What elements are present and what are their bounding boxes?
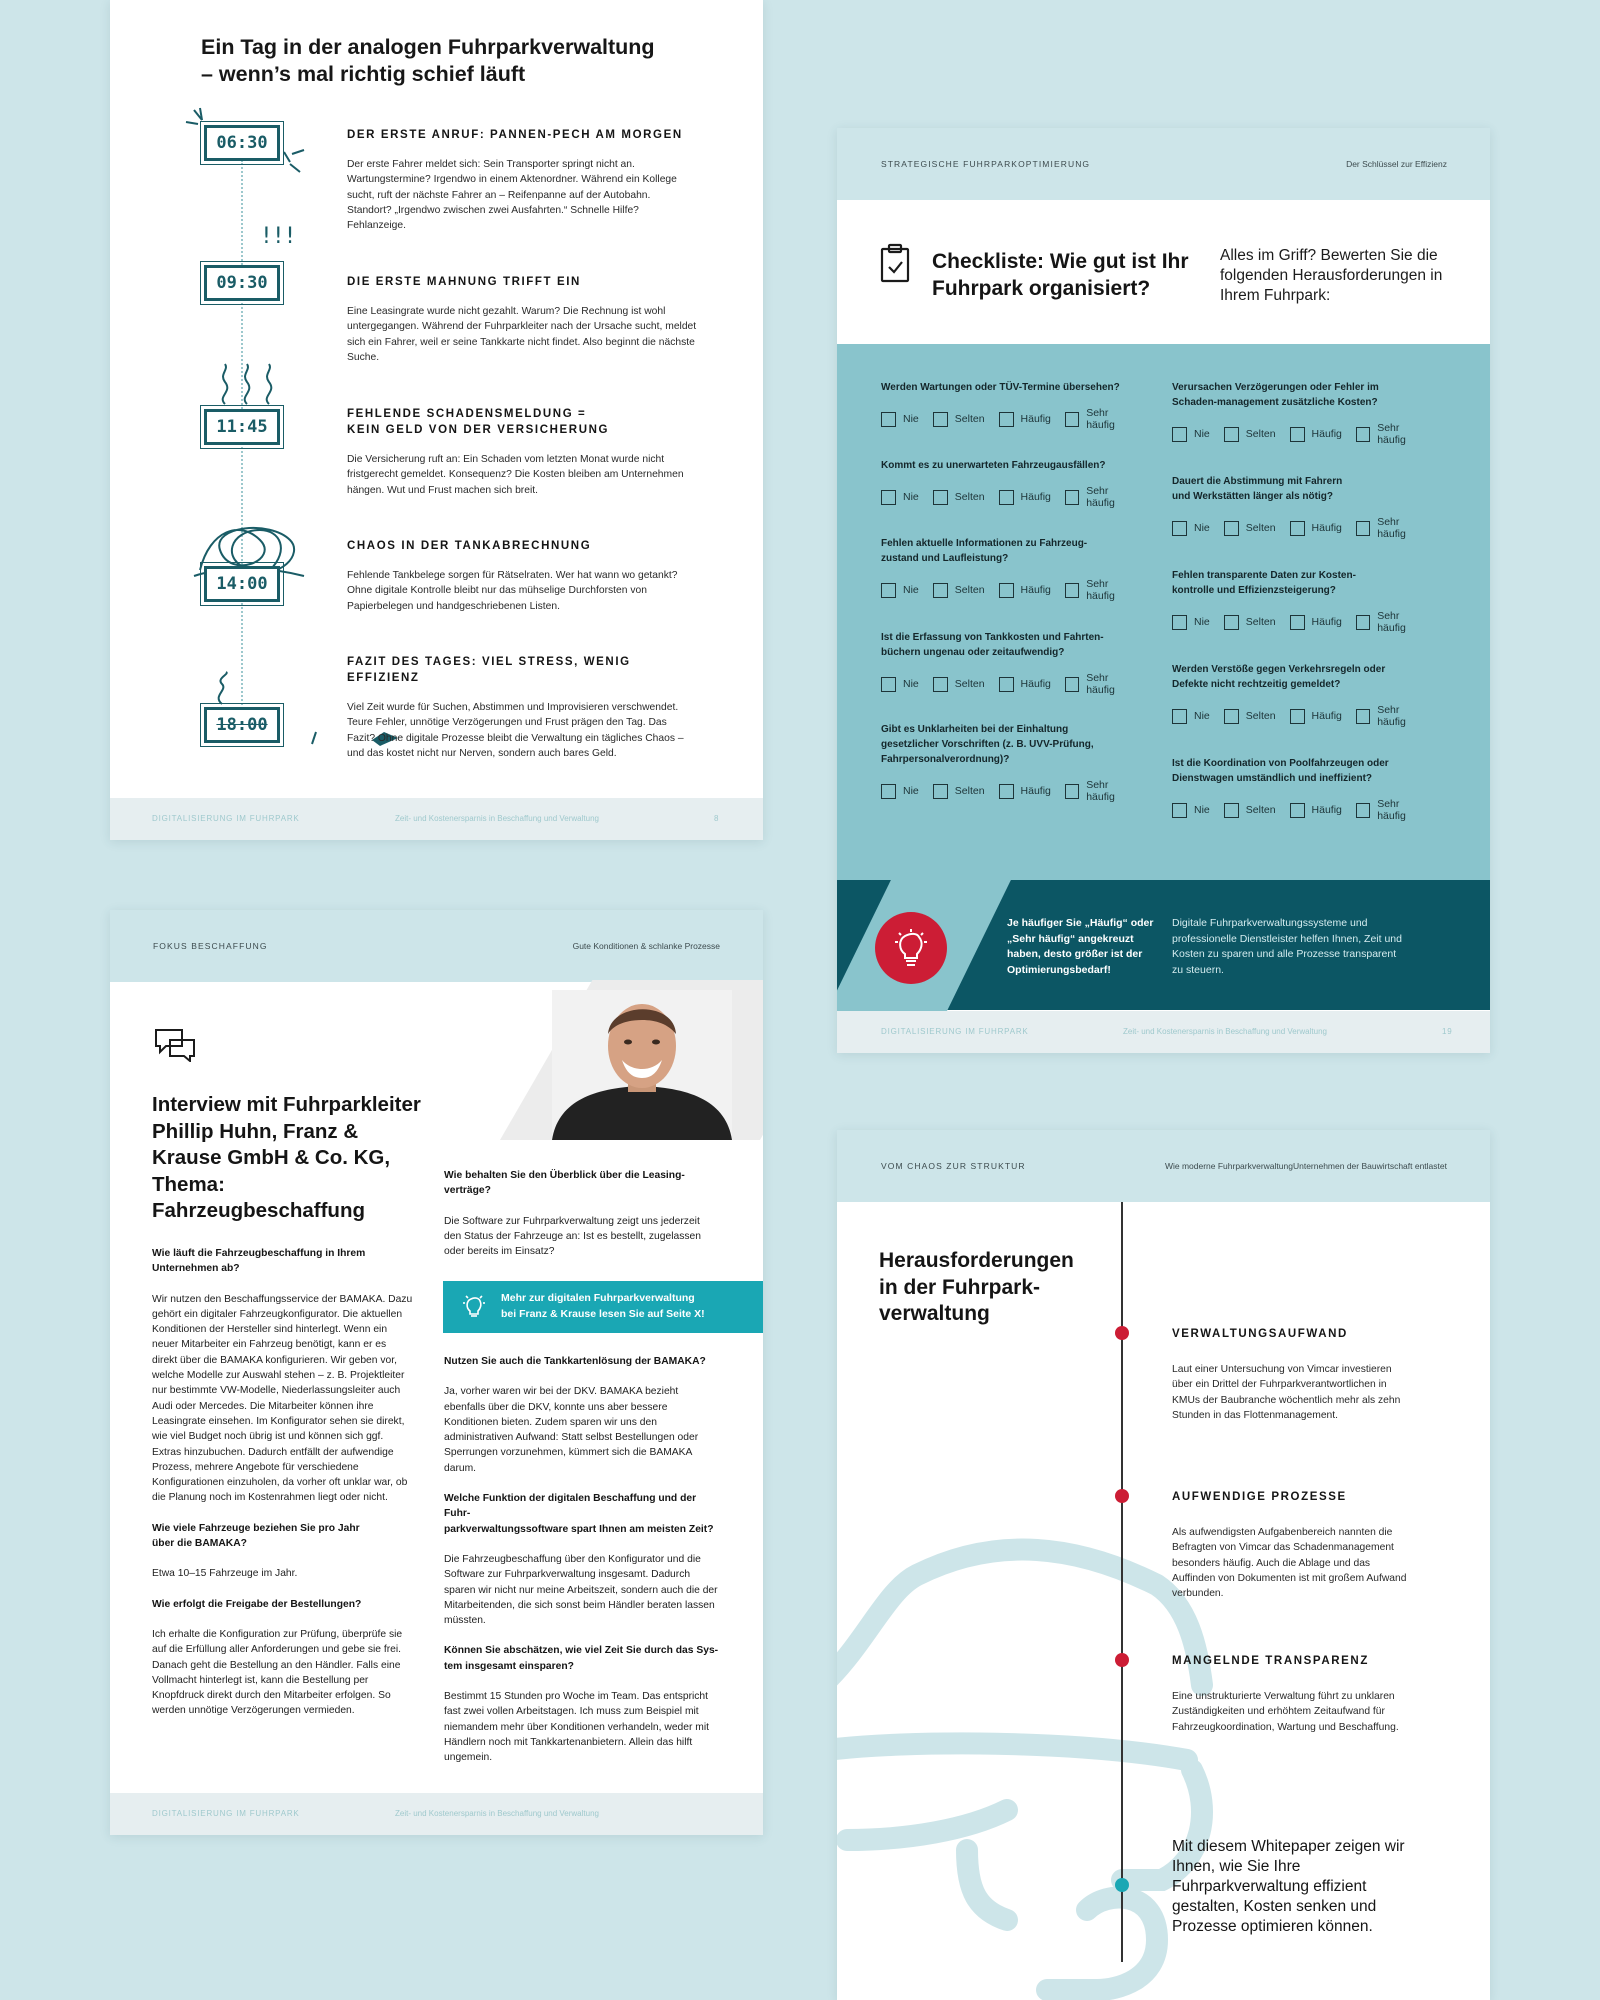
event-heading: DIE ERSTE MAHNUNG TRIFFT EIN: [347, 276, 581, 288]
footer-center: Zeit- und Kostenersparnis in Beschaffung und Verwaltung: [395, 1809, 599, 1818]
challenge-section: [1172, 1491, 1412, 1601]
option-label: Nie: [903, 413, 919, 425]
option-label: Sehr häufig: [1086, 672, 1115, 696]
rating-option-haeufig[interactable]: [1290, 798, 1342, 822]
option-label: Häufig: [1311, 804, 1342, 816]
interview-right-column: [444, 1354, 719, 1781]
clock-1145: 11:45: [204, 409, 280, 445]
closing-statement: Mit diesem Whitepaper zeigen wir Ihnen, wie Sie Ihre Fuhrparkverwaltung effizient gestalten, Kosten senken und Prozesse optimieren können.: [1172, 1838, 1405, 1935]
checkbox[interactable]: [1290, 709, 1305, 724]
question-text: Werden Verstöße gegen Verkehrsregeln oder Defekte nicht rechtzeitig gemeldet?: [1172, 664, 1386, 690]
checkbox[interactable]: [1224, 615, 1239, 630]
checkbox[interactable]: [1224, 709, 1239, 724]
timeline-line: [241, 160, 243, 740]
section-heading: MANGELNDE TRANSPARENZ: [1172, 1655, 1369, 1667]
checklist-summary: [837, 880, 1490, 1010]
rating-option-nie[interactable]: [1172, 610, 1210, 634]
option-label: Selten: [954, 491, 985, 503]
exclamation-marks: !!!: [262, 224, 298, 249]
checklist-area: [837, 344, 1490, 884]
option-label: Häufig: [1020, 413, 1051, 425]
event-1145: [347, 406, 697, 498]
rating-options: [881, 578, 1151, 602]
highlight-box: [443, 1281, 763, 1333]
option-label: Sehr häufig: [1377, 704, 1406, 728]
rating-option-sehr-haeufig[interactable]: [1356, 516, 1428, 540]
checkbox[interactable]: [881, 677, 896, 692]
rating-options: [881, 779, 1151, 803]
option-label: Selten: [1245, 522, 1276, 534]
checklist-question: [881, 458, 1151, 509]
checkbox[interactable]: [1356, 803, 1370, 818]
question: Wie läuft die Fahrzeugbeschaffung in Ihrem Unternehmen ab?: [152, 1248, 366, 1275]
checklist-question: [1172, 474, 1442, 540]
rating-option-selten[interactable]: [933, 779, 985, 803]
option-label: Nie: [1194, 522, 1210, 534]
checklist-title: Checkliste: Wie gut ist Ihr Fuhrpark organisiert?: [932, 250, 1189, 300]
checklist-question: [1172, 380, 1442, 446]
footer-center: Zeit- und Kostenersparnis in Beschaffung und Verwaltung: [1123, 1027, 1327, 1036]
rating-option-selten[interactable]: [1224, 422, 1276, 446]
rating-options: [881, 485, 1151, 509]
question: Welche Funktion der digitalen Beschaffung und der Fuhr- parkverwaltungssoftware spart Ihnen am meisten Zeit?: [444, 1493, 714, 1535]
steam-icon: [215, 362, 285, 406]
timeline-dot: [1115, 1653, 1129, 1667]
option-label: Häufig: [1020, 785, 1051, 797]
rating-option-haeufig[interactable]: [1290, 422, 1342, 446]
checkbox[interactable]: [1065, 784, 1079, 799]
option-label: Nie: [903, 785, 919, 797]
rating-option-nie[interactable]: [881, 485, 919, 509]
event-text: Eine Leasingrate wurde nicht gezahlt. Warum? Die Rechnung ist wohl untergegangen. Während der Fuhrparkleiter nach der Ursache sucht, meldet sich ein Fahrer, weil er seine Tankkarte nicht findet. Also beginnt die nächste Suche.: [347, 306, 697, 363]
rating-option-sehr-haeufig[interactable]: [1356, 610, 1428, 634]
rating-option-nie[interactable]: [881, 407, 919, 431]
option-label: Selten: [954, 785, 985, 797]
checkbox[interactable]: [933, 583, 948, 598]
rating-option-selten[interactable]: [933, 672, 985, 696]
chat-bubbles-icon: [154, 1028, 196, 1062]
event-text: Fehlende Tankbelege sorgen für Rätselraten. Wer hat wann wo getankt? Ohne digitale Kontrolle bleibt nur das mühselige Durchforsten von Papierbelegen und handgeschriebenen Listen.: [347, 570, 678, 612]
lightbulb-icon: [875, 912, 947, 984]
rating-option-sehr-haeufig[interactable]: [1356, 704, 1428, 728]
rating-option-selten[interactable]: [1224, 798, 1276, 822]
event-1400: [347, 538, 697, 614]
rating-option-selten[interactable]: [933, 578, 985, 602]
question: Wie behalten Sie den Überblick über die Leasing- verträge?: [444, 1170, 685, 1197]
checklist-question: [1172, 568, 1442, 634]
timeline-dot-end: [1115, 1878, 1129, 1892]
clock-0930: 09:30: [204, 265, 280, 301]
event-text: Der erste Fahrer meldet sich: Sein Transporter springt nicht an. Wartungstermine? Irgendwo in einem Aktenordner. Während ein Kollege sucht, ruft der nächste Fahrer an – Reifenpanne auf der Autobahn. Standort? „Irgendwo zwischen zwei Ausfahrten.“ Schnelle Hilfe? Fehlanzeige.: [347, 159, 677, 232]
option-label: Sehr häufig: [1377, 798, 1406, 822]
event-heading: FAZIT DES TAGES: VIEL STRESS, WENIG EFFIZIENZ: [347, 656, 631, 684]
option-label: Nie: [903, 491, 919, 503]
question-text: Dauert die Abstimmung mit Fahrern und Werkstätten länger als nötig?: [1172, 476, 1343, 502]
checkbox[interactable]: [1224, 427, 1239, 442]
header-left: VOM CHAOS ZUR STRUKTUR: [881, 1161, 1026, 1171]
clock-0630: 06:30: [204, 125, 280, 161]
checkbox[interactable]: [933, 784, 948, 799]
event-heading: FEHLENDE SCHADENSMELDUNG = KEIN GELD VON DER VERSICHERUNG: [347, 408, 610, 436]
rating-option-haeufig[interactable]: [1290, 516, 1342, 540]
checkbox[interactable]: [881, 583, 896, 598]
option-label: Häufig: [1311, 428, 1342, 440]
rating-options: [1172, 610, 1442, 634]
event-heading: CHAOS IN DER TANKABRECHNUNG: [347, 540, 592, 552]
checklist-question: [881, 630, 1151, 696]
page-footer: [110, 1793, 763, 1835]
section-text: Eine unstrukturierte Verwaltung führt zu unklaren Zuständigkeiten und erhöhtem Zeitaufwand für Fahrzeugkoordination, Wartung und Beschaffung.: [1172, 1691, 1399, 1733]
event-text: Viel Zeit wurde für Suchen, Abstimmen und Improvisieren verschwendet. Teure Fehler, unnötige Verzögerungen und Frust prägen den Tag. Das Fazit? Ohne digitale Prozesse bleibt die Verwaltung ein tägliches Chaos – und das kostet nicht nur Nerven, sondern auch bares Geld.: [347, 702, 684, 759]
rating-option-haeufig[interactable]: [999, 779, 1051, 803]
header-right: Gute Konditionen & schlanke Prozesse: [572, 941, 720, 951]
option-label: Häufig: [1311, 616, 1342, 628]
option-label: Nie: [1194, 804, 1210, 816]
section-text: Als aufwendigsten Aufgabenbereich nannten die Befragten von Vimcar das Schadenmanagement besonders häufig. Auch die Ablage und das Auffinden von Dokumenten ist mit großem Aufwand verbunden.: [1172, 1527, 1407, 1600]
rating-option-haeufig[interactable]: [999, 672, 1051, 696]
option-label: Häufig: [1311, 710, 1342, 722]
page-header: [110, 910, 763, 982]
question: Können Sie abschätzen, wie viel Zeit Sie durch das Sys- tem insgesamt einsparen?: [444, 1645, 719, 1672]
checkbox[interactable]: [1290, 427, 1305, 442]
checkbox[interactable]: [881, 412, 896, 427]
interviewee-photo: [552, 990, 732, 1140]
event-0630: [347, 127, 697, 233]
clock-1800: 18:00: [204, 707, 280, 743]
answer: Die Software zur Fuhrparkverwaltung zeigt uns jederzeit den Status der Fahrzeuge an: Ist es bestellt, zugelassen oder bereits im Einsatz?: [444, 1215, 702, 1258]
option-label: Nie: [1194, 710, 1210, 722]
rating-option-sehr-haeufig[interactable]: [1065, 407, 1137, 431]
rating-option-nie[interactable]: [1172, 704, 1210, 728]
checkbox[interactable]: [1356, 427, 1370, 442]
interview-right-top: [444, 1168, 719, 1274]
page-header: [837, 1130, 1490, 1202]
checkbox[interactable]: [1356, 521, 1370, 536]
option-label: Häufig: [1020, 491, 1051, 503]
checkbox[interactable]: [1065, 677, 1079, 692]
checkbox[interactable]: [881, 490, 896, 505]
option-label: Sehr häufig: [1086, 779, 1115, 803]
summary-text: Digitale Fuhrparkverwaltungssysteme und professionelle Dienstleister helfen Ihnen, Zeit und Kosten zu sparen und alle Prozesse transparent zu steuern.: [1172, 917, 1402, 976]
rating-option-haeufig[interactable]: [999, 407, 1051, 431]
challenge-section: [1172, 1328, 1412, 1423]
checkbox[interactable]: [933, 412, 948, 427]
page-footer: [837, 1011, 1490, 1053]
event-1800: [347, 654, 697, 761]
answer: Etwa 10–15 Fahrzeuge im Jahr.: [152, 1568, 298, 1580]
checkbox[interactable]: [1356, 615, 1370, 630]
option-label: Selten: [954, 678, 985, 690]
option-label: Nie: [903, 584, 919, 596]
timeline-dot: [1115, 1489, 1129, 1503]
rating-options: [1172, 704, 1442, 728]
checklist-question: [881, 380, 1151, 431]
answer: Bestimmt 15 Stunden pro Woche im Team. Das entspricht fast zwei vollen Arbeitstagen. Ich muss zum Beispiel mit niemandem mehr über Konditionen verhandeln, weder mit Händlern noch mit Tankkartenanbietern. Allein das hilft ungemein.: [444, 1691, 710, 1764]
event-0930: [347, 274, 697, 365]
rating-option-nie[interactable]: [881, 672, 919, 696]
question-text: Ist die Koordination von Poolfahrzeugen oder Dienstwagen umständlich und ineffizient?: [1172, 758, 1389, 784]
option-label: Sehr häufig: [1086, 407, 1115, 431]
checkbox[interactable]: [1290, 615, 1305, 630]
interview-page: [110, 910, 763, 1835]
answer: Wir nutzen den Beschaffungsservice der BAMAKA. Dazu gehört ein digitaler Fahrzeugkonfigurator. Die aktuellen Konditionen der Hersteller sind hinterlegt. Wenn ein neuer Mitarbeiter ein Fahrzeug benötigt, kann er es direkt über die BAMAKA konfigurieren. Wir geben vor, welche Modelle zur Auswahl stehen – z. B. Projektleiter nur bestimmte VW-Modelle, Niederlassungsleiter auch Audi oder Mercedes. Die Mitarbeiter können ihre Leasingrate einsehen. Im Konfigurator sehen sie direkt, wie viel Budget noch übrig ist und können sich ggf. Extras hinzubuchen. Dadurch entfällt der aufwendige Prozess, mehrere Angebote für verschiedene Konfigurationen einzuholen, da vorher oft unklar war, ob die Planung noch im Kostenrahmen liegt oder nicht.: [152, 1293, 413, 1504]
question: Wie viele Fahrzeuge beziehen Sie pro Jahr über die BAMAKA?: [152, 1522, 360, 1550]
option-label: Selten: [954, 584, 985, 596]
rating-option-sehr-haeufig[interactable]: [1065, 485, 1137, 509]
rating-option-sehr-haeufig[interactable]: [1065, 672, 1137, 696]
timeline-dot: [1115, 1326, 1129, 1340]
page-title: Herausforderungen in der Fuhrpark- verwaltung: [879, 1249, 1074, 1325]
rating-option-sehr-haeufig[interactable]: [1065, 779, 1137, 803]
header-left: FOKUS BESCHAFFUNG: [153, 941, 268, 951]
checkbox[interactable]: [933, 677, 948, 692]
checkbox[interactable]: [999, 677, 1014, 692]
option-label: Selten: [954, 413, 985, 425]
section-heading: VERWALTUNGSAUFWAND: [1172, 1328, 1348, 1340]
option-label: Selten: [1245, 616, 1276, 628]
checklist-question: [1172, 756, 1442, 822]
rating-option-selten[interactable]: [1224, 610, 1276, 634]
checkbox[interactable]: [933, 490, 948, 505]
interview-left-column: [152, 1246, 414, 1734]
option-label: Sehr häufig: [1377, 610, 1406, 634]
checkbox[interactable]: [999, 583, 1014, 598]
rating-option-nie[interactable]: [881, 578, 919, 602]
rating-options: [1172, 516, 1442, 540]
option-label: Häufig: [1311, 522, 1342, 534]
checkbox[interactable]: [1065, 490, 1079, 505]
checkbox[interactable]: [1356, 709, 1370, 724]
rating-option-selten[interactable]: [1224, 704, 1276, 728]
rating-option-nie[interactable]: [1172, 516, 1210, 540]
question: Wie erfolgt die Freigabe der Bestellungen?: [152, 1598, 362, 1610]
header-left: STRATEGISCHE FUHRPARKOPTIMIERUNG: [881, 159, 1091, 169]
checkbox[interactable]: [1290, 521, 1305, 536]
checkbox[interactable]: [999, 412, 1014, 427]
option-label: Häufig: [1020, 678, 1051, 690]
timeline-line: [1121, 1202, 1123, 1962]
question-text: Gibt es Unklarheiten bei der Einhaltung gesetzlicher Vorschriften (z. B. UVV-Prüfung, Fahrpersonalverordnung)?: [881, 724, 1094, 765]
checklist-page: [837, 128, 1490, 1053]
page-footer: [110, 798, 763, 840]
checkbox[interactable]: [1224, 803, 1239, 818]
summary-quote: Je häufiger Sie „Häufig“ oder „Sehr häufig“ angekreuzt haben, desto größer ist der Optimierungsbedarf!: [1007, 917, 1154, 976]
rating-option-sehr-haeufig[interactable]: [1356, 798, 1428, 822]
question: Nutzen Sie auch die Tankkartenlösung der BAMAKA?: [444, 1356, 706, 1367]
checklist-question: [881, 722, 1151, 803]
question-text: Kommt es zu unerwarteten Fahrzeugausfällen?: [881, 460, 1106, 471]
page-header: [837, 128, 1490, 200]
option-label: Sehr häufig: [1377, 516, 1406, 540]
checklist-intro: Alles im Griff? Bewerten Sie die folgenden Herausforderungen in Ihrem Fuhrpark:: [1220, 247, 1443, 304]
checklist-question: [1172, 662, 1442, 728]
checkbox[interactable]: [1172, 615, 1187, 630]
clock-1400: 14:00: [204, 566, 280, 602]
answer: Ja, vorher waren wir bei der DKV. BAMAKA bezieht ebenfalls über die DKV, konnte uns aber bessere Konditionen bieten. Zudem sparen wir uns den administrativen Aufwand: Statt selbst Bestellungen oder Sperrungen vorzunehmen, kümmert sich die BAMAKA darum.: [444, 1386, 699, 1474]
rating-option-selten[interactable]: [933, 485, 985, 509]
page-number: 19: [1442, 1027, 1453, 1036]
checkbox[interactable]: [1172, 427, 1187, 442]
option-label: Nie: [903, 678, 919, 690]
rating-option-haeufig[interactable]: [1290, 610, 1342, 634]
checkbox[interactable]: [1172, 709, 1187, 724]
rating-option-sehr-haeufig[interactable]: [1065, 578, 1137, 602]
checkbox[interactable]: [1172, 803, 1187, 818]
lightbulb-icon: [461, 1294, 487, 1320]
timeline-page: [110, 0, 763, 840]
rating-option-selten[interactable]: [933, 407, 985, 431]
rating-option-nie[interactable]: [1172, 422, 1210, 446]
checkbox[interactable]: [1065, 583, 1079, 598]
rating-option-haeufig[interactable]: [999, 578, 1051, 602]
page-number: 8: [714, 814, 720, 823]
rating-option-sehr-haeufig[interactable]: [1356, 422, 1428, 446]
option-label: Selten: [1245, 428, 1276, 440]
option-label: Selten: [1245, 804, 1276, 816]
checkbox[interactable]: [1290, 803, 1305, 818]
question-text: Verursachen Verzögerungen oder Fehler im Schaden-management zusätzliche Kosten?: [1172, 382, 1379, 408]
page-title: Ein Tag in der analogen Fuhrparkverwaltung – wenn’s mal richtig schief läuft: [201, 35, 655, 86]
option-label: Nie: [1194, 428, 1210, 440]
option-label: Häufig: [1020, 584, 1051, 596]
checkbox[interactable]: [1224, 521, 1239, 536]
section-heading: AUFWENDIGE PROZESSE: [1172, 1491, 1347, 1503]
rating-options: [1172, 798, 1442, 822]
rating-options: [881, 672, 1151, 696]
event-text: Die Versicherung ruft an: Ein Schaden vom letzten Monat wurde nicht fristgerecht gemeldet. Konsequenz? Die Kosten bleiben am Unternehmen hängen. Wut und Frust machen sich breit.: [347, 454, 684, 496]
question-text: Werden Wartungen oder TÜV-Termine übersehen?: [881, 382, 1120, 393]
checkbox[interactable]: [1065, 412, 1079, 427]
section-text: Laut einer Untersuchung von Vimcar investieren über ein Drittel der Fuhrparkverantwortlichen in KMUs der Baubranche wöchentlich mehr als zehn Stunden in das Flottenmanagement.: [1172, 1364, 1401, 1421]
interview-title: Interview mit Fuhrparkleiter Phillip Huhn, Franz & Krause GmbH & Co. KG, Thema: Fahrzeugbeschaffung: [152, 1093, 421, 1222]
highlight-text: Mehr zur digitalen Fuhrparkverwaltung bei Franz & Krause lesen Sie auf Seite X!: [501, 1292, 705, 1320]
option-label: Sehr häufig: [1086, 578, 1115, 602]
event-heading: DER ERSTE ANRUF: PANNEN-PECH AM MORGEN: [347, 129, 683, 141]
footer-left: DIGITALISIERUNG IM FUHRPARK: [881, 1027, 1029, 1036]
challenge-section: [1172, 1655, 1412, 1735]
header-right: Der Schlüssel zur Effizienz: [1346, 159, 1447, 169]
rating-option-selten[interactable]: [1224, 516, 1276, 540]
footer-left: DIGITALISIERUNG IM FUHRPARK: [152, 814, 300, 823]
answer: Ich erhalte die Konfiguration zur Prüfung, überprüfe sie auf die Erfüllung aller Anforderungen und gebe sie frei. Danach geht die Bestellung an den Händler. Falls eine Vollmacht hinterlegt ist, kann die Bestellung per Knopfdruck direkt durch den Mitarbeiter erfolgen. So werden unnötige Verzögerungen vermieden.: [152, 1628, 403, 1717]
rating-option-nie[interactable]: [881, 779, 919, 803]
option-label: Sehr häufig: [1086, 485, 1115, 509]
checklist-question: [881, 536, 1151, 602]
footer-left: DIGITALISIERUNG IM FUHRPARK: [152, 1809, 300, 1818]
question-text: Ist die Erfassung von Tankkosten und Fahrten- büchern ungenau oder zeitaufwendig?: [881, 632, 1104, 658]
clipboard-check-icon: [879, 243, 911, 283]
checkbox[interactable]: [1172, 521, 1187, 536]
challenges-page: [837, 1130, 1490, 2000]
rating-option-nie[interactable]: [1172, 798, 1210, 822]
rating-option-haeufig[interactable]: [999, 485, 1051, 509]
question-text: Fehlen transparente Daten zur Kosten- kontrolle und Effizienzsteigerung?: [1172, 570, 1356, 596]
answer: Die Fahrzeugbeschaffung über den Konfigurator und die Software zur Fuhrparkverwaltung insgesamt. Dadurch sparen wir nicht nur meine Arbeitszeit, sondern auch die der Mitarbeitenden, die sich sonst beim Händler beraten lassen müssten.: [444, 1553, 718, 1627]
checkbox[interactable]: [881, 784, 896, 799]
checkbox[interactable]: [999, 490, 1014, 505]
footer-center: Zeit- und Kostenersparnis in Beschaffung und Verwaltung: [395, 814, 599, 823]
question-text: Fehlen aktuelle Informationen zu Fahrzeug- zustand und Laufleistung?: [881, 538, 1088, 564]
rating-options: [881, 407, 1151, 431]
option-label: Selten: [1245, 710, 1276, 722]
option-label: Nie: [1194, 616, 1210, 628]
rating-options: [1172, 422, 1442, 446]
checkbox[interactable]: [999, 784, 1014, 799]
option-label: Sehr häufig: [1377, 422, 1406, 446]
header-right: Wie moderne FuhrparkverwaltungUnternehmen der Bauwirtschaft entlastet: [1164, 1161, 1447, 1171]
rating-option-haeufig[interactable]: [1290, 704, 1342, 728]
